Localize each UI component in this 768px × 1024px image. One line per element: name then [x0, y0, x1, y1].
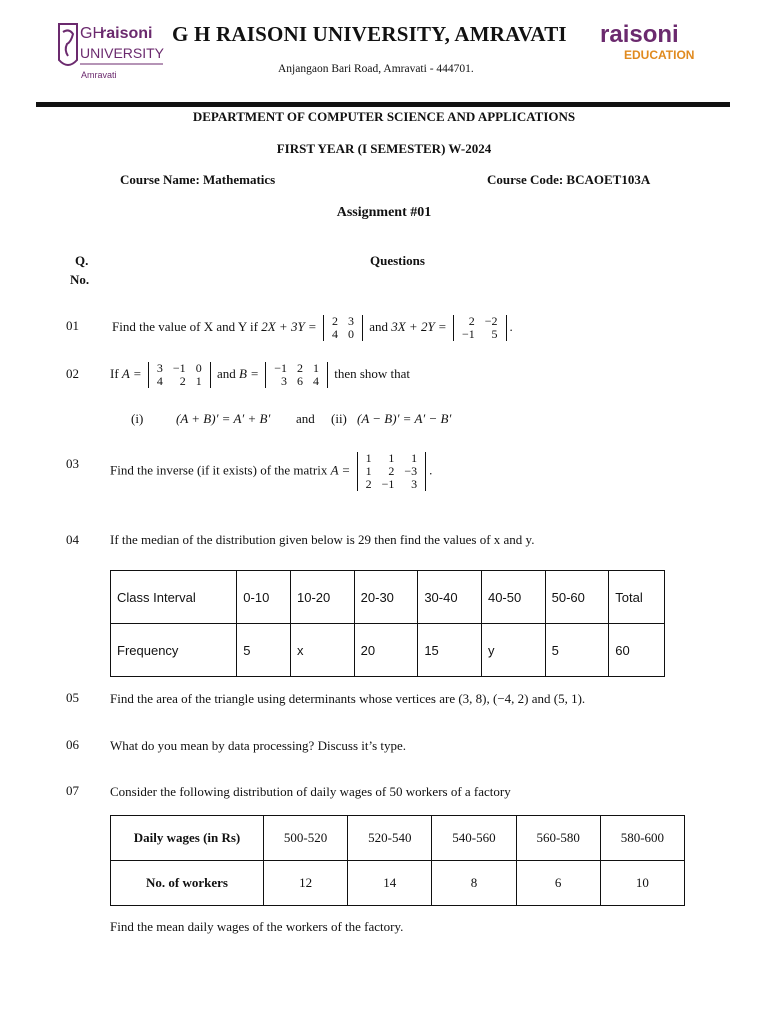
matrix-cell: 1 [195, 374, 202, 388]
q1-and: and [365, 318, 392, 334]
matrix-cell: 0 [195, 361, 202, 375]
university-address: Anjangaon Bari Road, Amravati - 444701. [278, 63, 474, 75]
questions-header: Questions [370, 253, 425, 268]
matrix-cell: 0 [347, 327, 354, 341]
question-5-text: Find the area of the triangle using determinants whose vertices are (3, 8), (−4, 2) and (5, 1). [110, 691, 586, 706]
q1-eq2: 3X + 2Y = [391, 318, 447, 334]
table-cell: 560-580 [516, 816, 600, 861]
assignment-title: Assignment #01 [336, 205, 432, 220]
logo-university: UNIVERSITY [80, 45, 165, 61]
question-1 [112, 315, 513, 341]
q3-a-eq: A = [330, 462, 351, 478]
table-cell: 500-520 [264, 816, 348, 861]
table-cell: 30-40 [418, 571, 482, 624]
table-cell: 40-50 [481, 571, 545, 624]
table-row-label: Daily wages (in Rs) [111, 816, 264, 861]
table-row-label: Frequency [111, 624, 237, 677]
matrix-cell: −3 [404, 464, 418, 478]
q2-text: If [110, 365, 122, 381]
table-row [111, 624, 665, 677]
q2-b-eq: B = [238, 365, 259, 381]
matrix-cell: 1 [411, 451, 418, 465]
matrix-cell: 2 [468, 314, 475, 328]
matrix-cell: 3 [280, 374, 287, 388]
q3-end: . [429, 462, 433, 478]
q3-matrix-a [357, 452, 427, 491]
table-cell: 6 [516, 861, 600, 906]
table-cell: 520-540 [348, 816, 432, 861]
q2-part-i: (A + B)′ = A′ + B′ [176, 411, 271, 426]
matrix-cell: 3 [347, 314, 354, 328]
q2-part-ii: (A − B)′ = A′ − B′ [357, 411, 452, 426]
course-name: Course Name: Mathematics [120, 172, 276, 187]
table-cell: 5 [237, 624, 291, 677]
lion-crest-icon [55, 20, 170, 86]
question-7-footer: Find the mean daily wages of the workers of the factory. [110, 919, 404, 934]
q1-eq1: 2X + 3Y = [261, 318, 317, 334]
question-number: 04 [66, 532, 79, 547]
matrix-cell: 1 [388, 451, 395, 465]
table-cell: 540-560 [432, 816, 516, 861]
question-number: 01 [66, 318, 79, 333]
table-cell: 20-30 [354, 571, 418, 624]
header-divider [36, 102, 730, 107]
table-cell: 580-600 [600, 816, 684, 861]
q1-end: . [509, 318, 513, 334]
matrix-cell: 3 [156, 361, 163, 375]
logo-raisoni: raisoni [100, 25, 153, 42]
table-cell: 15 [418, 624, 482, 677]
q2-part-ii-label: (ii) [331, 411, 347, 426]
table-cell: Total [609, 571, 665, 624]
table-cell: 20 [354, 624, 418, 677]
logo-city: Amravati [81, 70, 117, 80]
table-row [111, 816, 685, 861]
matrix-cell: −1 [172, 361, 186, 375]
qno-header-1: Q. [75, 253, 89, 268]
table-cell: 12 [264, 861, 348, 906]
matrix-cell: −1 [461, 327, 475, 341]
matrix-cell: −1 [274, 361, 287, 375]
wages-table [110, 815, 685, 906]
year-semester: FIRST YEAR (I SEMESTER) W-2024 [276, 141, 492, 156]
table-cell: 10-20 [291, 571, 355, 624]
table-cell: 5 [545, 624, 609, 677]
matrix-cell: −1 [381, 477, 395, 491]
table-cell: 0-10 [237, 571, 291, 624]
q1-text: Find the value of X and Y if [112, 318, 262, 334]
q2-and: and [213, 365, 239, 381]
table-cell: 60 [609, 624, 665, 677]
question-7-text: Consider the following distribution of daily wages of 50 workers of a factory [110, 784, 511, 799]
question-number: 02 [66, 366, 79, 381]
logo-right-education: EDUCATION [624, 48, 695, 62]
matrix-cell: 4 [331, 327, 338, 341]
question-number: 03 [66, 456, 79, 471]
qno-header-2: No. [70, 272, 90, 287]
q2-matrix-b [265, 362, 328, 388]
logo-gh: GH [80, 25, 104, 42]
q2-and-2: and [296, 411, 315, 426]
question-4-text: If the median of the distribution given below is 29 then find the values of x and y. [110, 532, 535, 547]
q2-a-eq: A = [121, 365, 142, 381]
table-row-label: No. of workers [111, 861, 264, 906]
matrix-cell: 4 [312, 374, 319, 388]
table-cell: y [481, 624, 545, 677]
question-number: 06 [66, 737, 79, 752]
matrix-cell: −2 [484, 314, 498, 328]
course-code: Course Code: BCAOET103A [487, 172, 651, 187]
table-cell: 14 [348, 861, 432, 906]
table-row-label: Class Interval [111, 571, 237, 624]
university-logo [55, 20, 170, 86]
matrix-cell: 1 [312, 361, 319, 375]
matrix-cell: 1 [365, 451, 372, 465]
q1-matrix-2 [453, 315, 507, 341]
question-6-text: What do you mean by data processing? Discuss it’s type. [110, 738, 407, 753]
question-3 [110, 452, 432, 491]
university-title: G H RAISONI UNIVERSITY, AMRAVATI [172, 22, 567, 46]
q1-matrix-1 [323, 315, 363, 341]
department-name: DEPARTMENT OF COMPUTER SCIENCE AND APPLICATIONS [192, 109, 576, 124]
matrix-cell: 2 [388, 464, 395, 478]
matrix-cell: 1 [365, 464, 372, 478]
table-cell: 8 [432, 861, 516, 906]
matrix-cell: 2 [331, 314, 338, 328]
table-cell: 10 [600, 861, 684, 906]
q3-text: Find the inverse (if it exists) of the matrix [110, 462, 331, 478]
matrix-cell: 2 [365, 477, 372, 491]
matrix-cell: 4 [156, 374, 163, 388]
q2-matrix-a [148, 362, 211, 388]
q2-part-i-label: (i) [131, 411, 144, 426]
question-2 [110, 362, 410, 388]
matrix-cell: 5 [491, 327, 498, 341]
raisoni-education-logo [600, 22, 700, 66]
q2-post: then show that [330, 365, 411, 381]
table-row [111, 861, 685, 906]
table-cell: x [291, 624, 355, 677]
median-table [110, 570, 665, 677]
matrix-cell: 2 [296, 361, 303, 375]
table-cell: 50-60 [545, 571, 609, 624]
table-row [111, 571, 665, 624]
logo-right-raisoni: raisoni [600, 21, 679, 48]
question-number: 07 [66, 783, 79, 798]
matrix-cell: 3 [411, 477, 418, 491]
matrix-cell: 6 [296, 374, 303, 388]
matrix-cell: 2 [179, 374, 186, 388]
question-number: 05 [66, 690, 79, 705]
